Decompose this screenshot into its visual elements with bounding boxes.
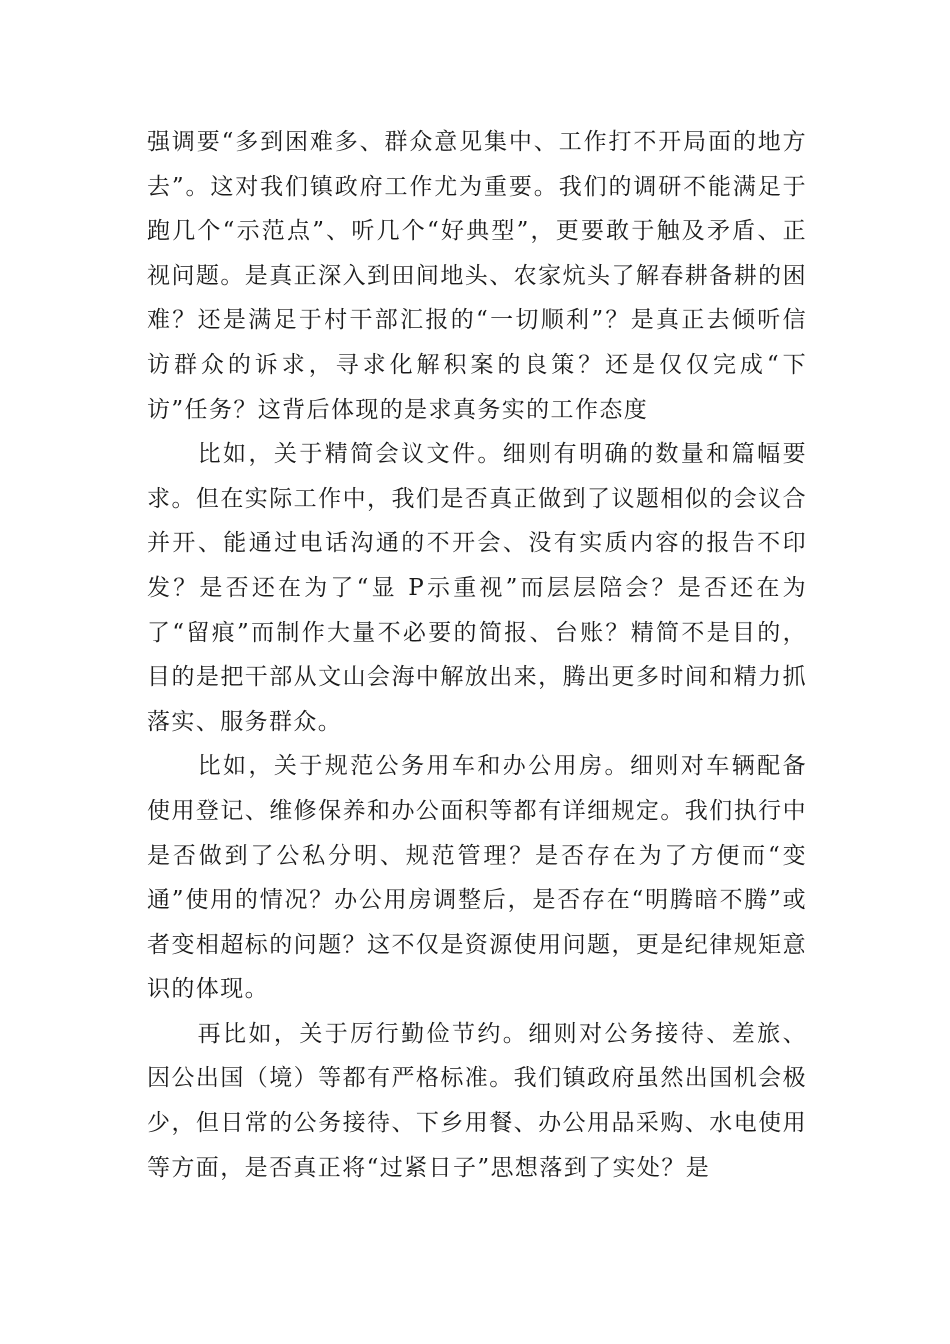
- paragraph-1: 强调要“多到困难多、群众意见集中、工作打不开局面的地方去”。这对我们镇政府工作尤为重要。我们的调研不能满足于跑几个“示范点”、听几个“好典型”，更要敢于触及矛盾、正视问题。是真正深入到田间地头、农家炕头了解春耕备耕的困难？还是满足于村干部汇报的“一切顺利”？是真正去倾听信访群众的诉求，寻求化解积案的良策？还是仅仅完成“下访”任务？这背后体现的是求真务实的工作态度: [147, 129, 807, 423]
- paragraph-2: 比如，关于精简会议文件。细则有明确的数量和篇幅要求。但在实际工作中，我们是否真正做到了议题相似的会议合并开、能通过电话沟通的不开会、没有实质内容的报告不印发？是否还在为了“显 P示重视”而层层陪会？是否还在为了“留痕”而制作大量不必要的简报、台账？精简不是目的，目的是把干部从文山会海中解放出来，腾出更多时间和精力抓落实、服务群众。: [147, 441, 807, 735]
- paragraph-4: 再比如，关于厉行勤俭节约。细则对公务接待、差旅、因公出国（境）等都有严格标准。我们镇政府虽然出国机会极少，但日常的公务接待、下乡用餐、办公用品采购、水电使用等方面，是否真正将“过紧日子”思想落到了实处？是: [147, 1020, 807, 1181]
- paragraph-3: 比如，关于规范公务用车和办公用房。细则对车辆配备使用登记、维修保养和办公面积等都有详细规定。我们执行中是否做到了公私分明、规范管理？是否存在为了方便而“变通”使用的情况？办公用房调整后，是否存在“明腾暗不腾”或者变相超标的问题？这不仅是资源使用问题，更是纪律规矩意识的体现。: [147, 753, 807, 1003]
- document-body: [147, 120, 807, 1190]
